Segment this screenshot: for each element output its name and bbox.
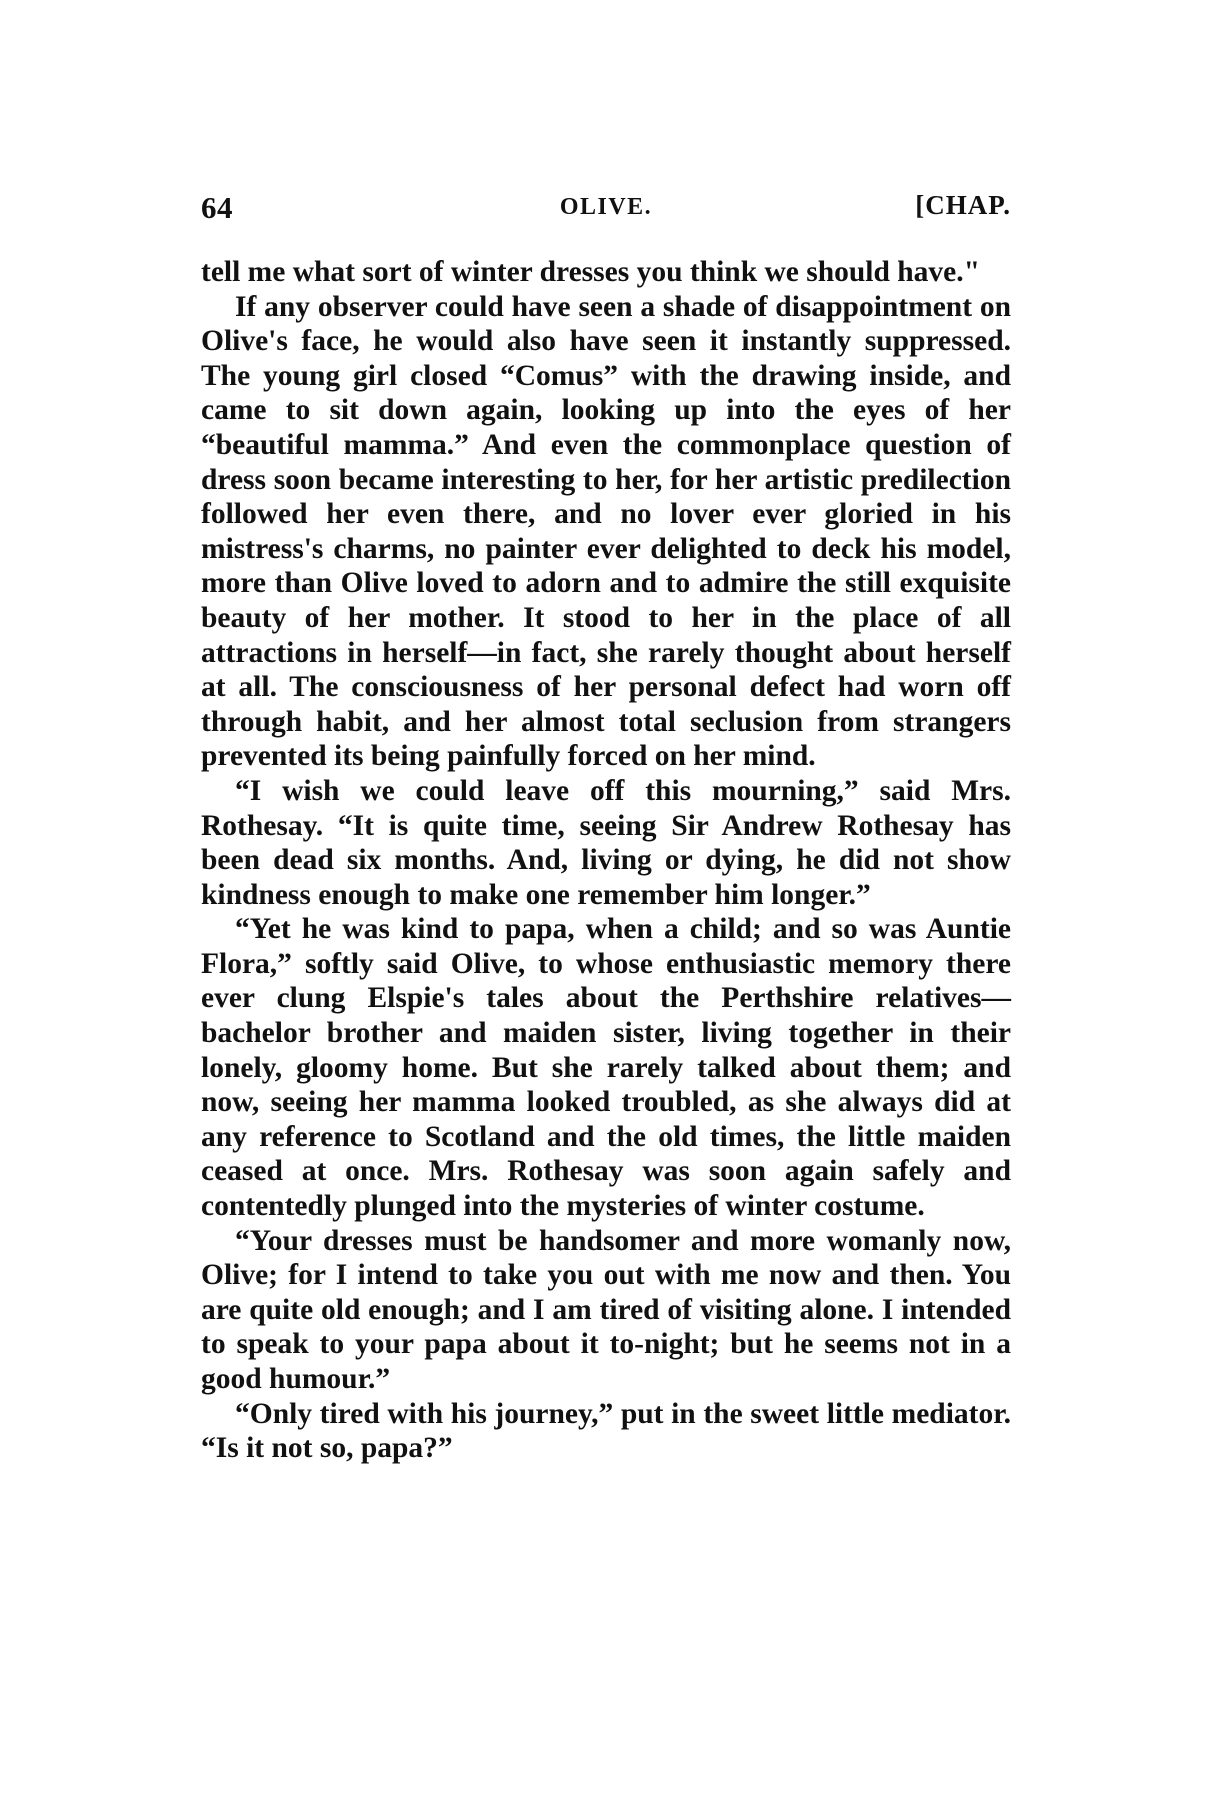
paragraph: If any observer could have seen a shade of disappointment on Olive's face, he would also have seen it instantly suppressed. The young girl closed “Comus” with the drawing inside, and came to sit down again, looking up into the eyes of her “beautiful mamma.” And even the commonplace question of dress soon became interesting to her, for her artistic predilection followed her even there, and no lover ever gloried in his mistress's charms, no painter ever delighted to deck his model, more than Olive loved to adorn and to admire the still exquisite beauty of her mother. It stood to her in the place of all attractions in herself—in fact, she rarely thought about herself at all. The consciousness of her personal defect had worn off through habit, and her almost total seclusion from strangers prevented its being painfully forced on her mind. <box>201 290 1011 773</box>
paragraph: “Only tired with his journey,” put in the sweet little mediator. “Is it not so, papa?” <box>201 1397 1011 1465</box>
paragraph: “Your dresses must be handsomer and more womanly now, Olive; for I intend to take you out with me now and then. You are quite old enough; and I am tired of visiting alone. I intended to speak to your papa about it to-night; but he seems not in a good humour.” <box>201 1224 1011 1395</box>
paragraph: “Yet he was kind to papa, when a child; and so was Auntie Flora,” softly said Olive, to whose enthusiastic memory there ever clung Elspie's tales about the Perthshire relatives—bachelor brother and maiden sister, living together in their lonely, gloomy home. But she rarely talked about them; and now, seeing her mamma looked troubled, as she always did at any reference to Scotland and the old times, the little maiden ceased at once. Mrs. Rothesay was soon again safely and contentedly plunged into the mysteries of winter costume. <box>201 913 1011 1223</box>
page-header <box>201 190 1011 230</box>
page-number: 64 <box>201 190 233 225</box>
body-text <box>201 255 1011 1466</box>
paragraph-continuation: tell me what sort of winter dresses you think we should have." <box>201 256 981 288</box>
paragraph: “I wish we could leave off this mourning,” said Mrs. Rothesay. “It is quite time, seeing Sir Andrew Rothesay has been dead six months. And, living or dying, he did not show kindness enough to make one remember him longer.” <box>201 774 1011 911</box>
chapter-label: [CHAP. <box>915 190 1011 220</box>
running-title: OLIVE. <box>559 194 653 220</box>
